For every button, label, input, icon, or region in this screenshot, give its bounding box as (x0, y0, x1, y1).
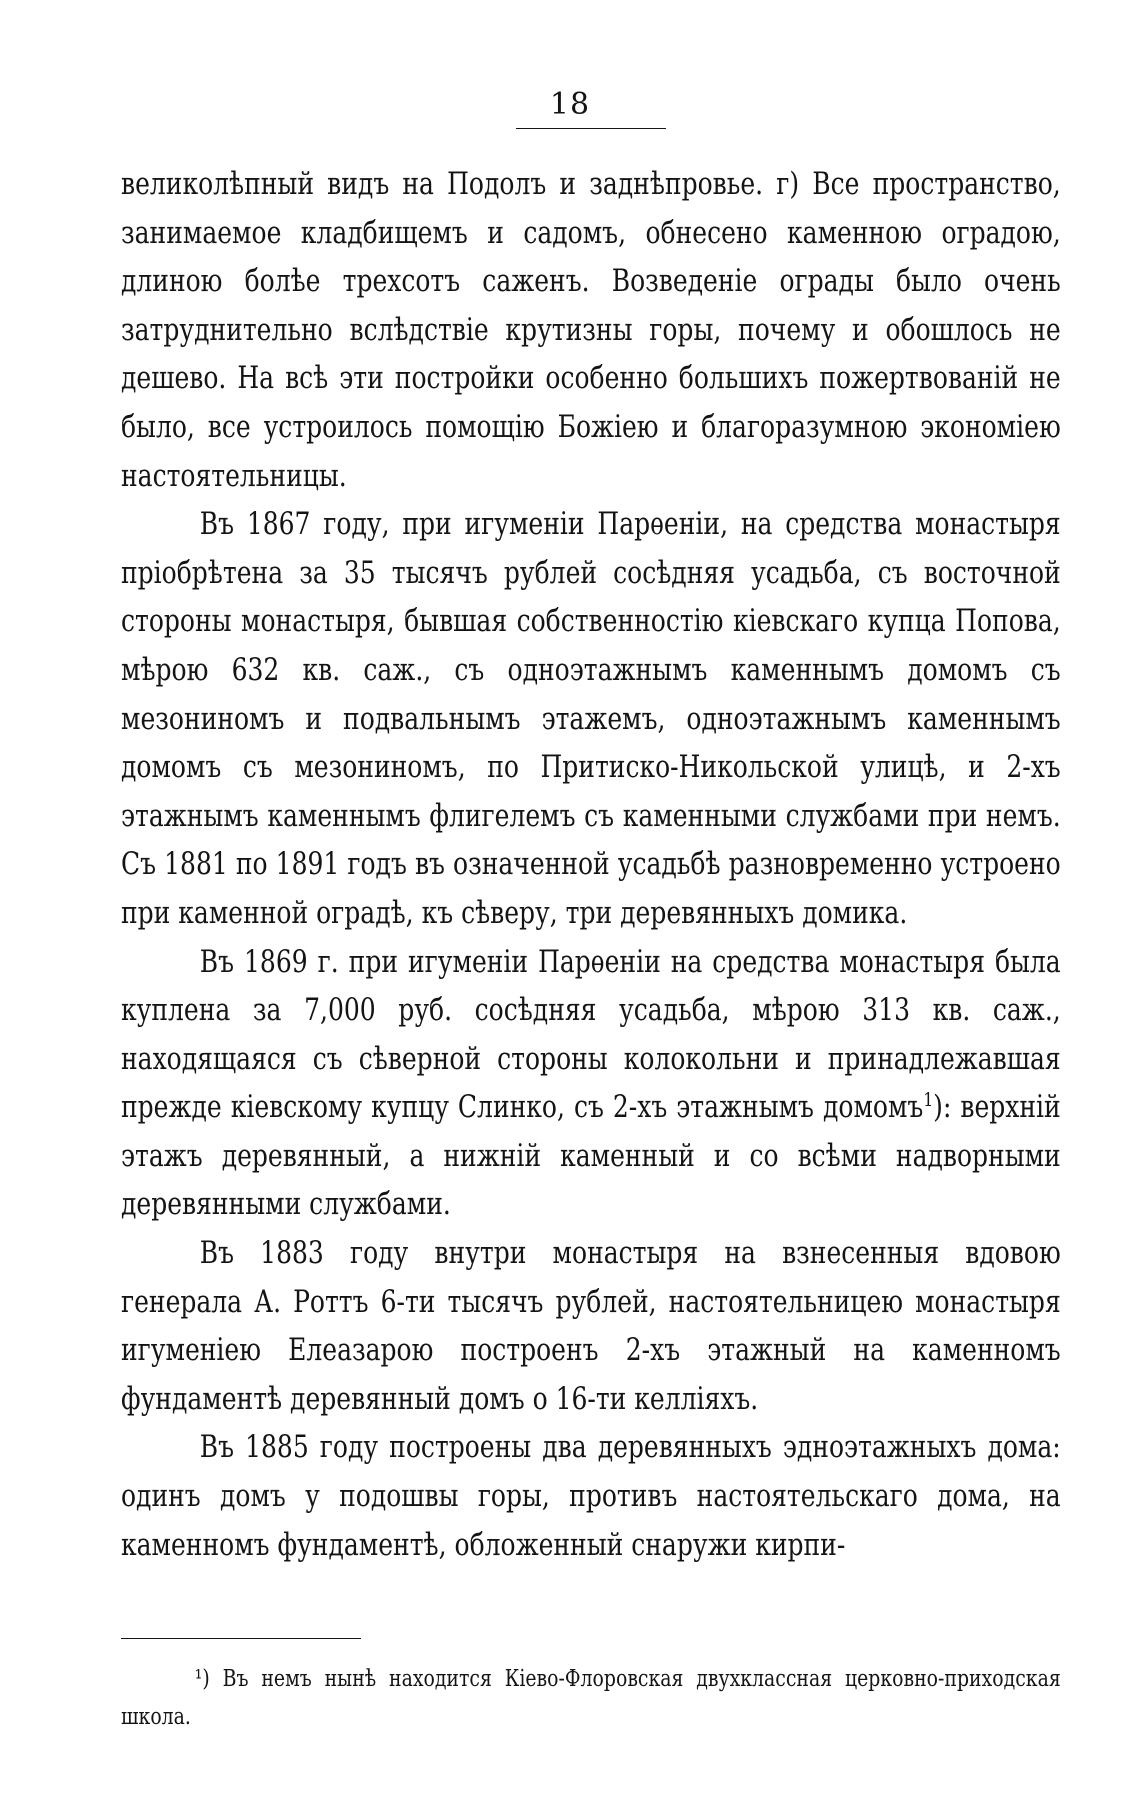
paragraph-4: Въ 1883 году внутри монастыря на взнесенныя вдовою генерала А. Роттъ 6-ти тысячъ рублей, настоятельницею монастыря игуменіею Елеазарою построенъ 2-хъ этажный на каменномъ фундаментѣ деревянный домъ о 16-ти келліяхъ. (121, 1236, 1061, 1417)
paragraph-3-text-a: Въ 1869 г. при игуменіи Парѳеніи на средства монастыря была куплена за 7,000 руб. сосѣдняя усадьба, мѣрою 313 кв. саж., находящаяся съ сѣверной стороны колокольни и принадлежавшая прежде кіевскому купцу Слинко, съ 2-хъ этажнымъ домомъ (121, 944, 1061, 1126)
paragraph-2: Въ 1867 году, при игуменіи Парѳеніи, на средства монастыря пріобрѣтена за 35 тысячъ рублей сосѣдняя усадьба, съ восточной стороны монастыря, бывшая собственностію кіевскаго купца Попова, мѣрою 632 кв. саж., съ одноэтажнымъ каменнымъ домомъ съ мезониномъ и подвальнымъ этажемъ, одноэтажнымъ каменнымъ домомъ съ мезониномъ, по Притиско-Никольской улицѣ, и 2-хъ этажнымъ каменнымъ флигелемъ съ каменными службами при немъ. Съ 1881 по 1891 годъ въ означенной усадьбѣ разновременно устроено при каменной оградѣ, къ сѣверу, три деревянныхъ домика. (121, 507, 1061, 931)
paragraph-3-text-b: ): верхній этажъ деревянный, а нижній каменный и со всѣми надворными деревянными службами. (121, 1090, 1061, 1223)
footnote-text: Въ немъ нынѣ находится Кіево-Флоровская двухклассная церковно-приходская школа. (121, 1666, 1061, 1730)
footnote-marker: ¹) (194, 1666, 210, 1692)
paragraph-5: Въ 1885 году построены два деревянныхъ эдноэтажныхъ дома: одинъ домъ у подошвы горы, противъ настоятельскаго дома, на каменномъ фундаментѣ, обложенный снаружи кирпи- (121, 1430, 1061, 1563)
paragraph-3 (121, 939, 1061, 1231)
page-number-underline (516, 128, 666, 129)
footnote-separator (121, 1638, 361, 1639)
footnote (121, 1660, 1061, 1736)
page-number: 18 (549, 87, 591, 122)
body-text (121, 161, 1061, 1570)
footnote-reference[interactable]: 1 (923, 1089, 934, 1112)
paragraph-1: великолѣпный видъ на Подолъ и заднѣпровье. г) Все пространство, занимаемое кладбищемъ и садомъ, обнесено каменною оградою, длиною болѣе трехсотъ саженъ. Возведеніе ограды было очень затруднительно вслѣдствіе крутизны горы, почему и обошлось не дешево. На всѣ эти постройки особенно большихъ пожертвованій не было, все устроилось помощію Божіею и благоразумною экономіею настоятельницы. (121, 167, 1061, 494)
